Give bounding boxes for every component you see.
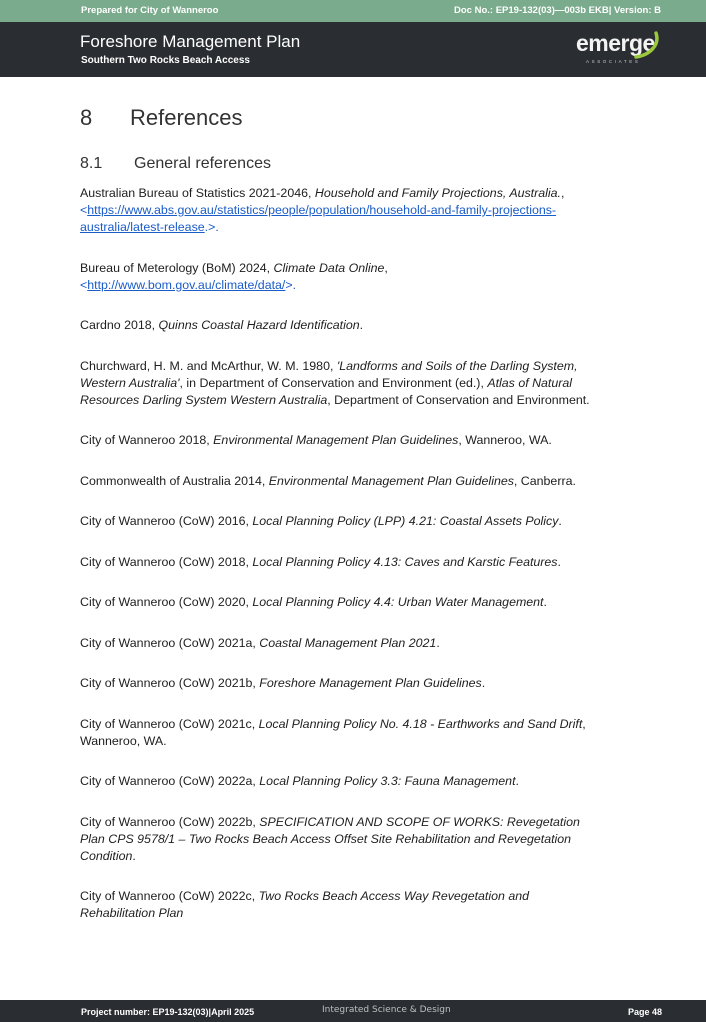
reference-link-bracket: >.	[285, 277, 297, 292]
reference-author-year: Commonwealth of Australia 2014,	[80, 473, 269, 488]
page-number: Page 48	[627, 1007, 662, 1017]
reference-text-end: .	[515, 774, 519, 788]
reference-title: Local Planning Policy 4.4: Urban Water Management	[252, 595, 544, 609]
reference-author-year: City of Wanneroo (CoW) 2022c,	[80, 889, 259, 903]
reference-item	[80, 513, 600, 530]
reference-item	[80, 358, 600, 409]
reference-list	[80, 185, 600, 922]
reference-author-year: City of Wanneroo (CoW) 2021a,	[80, 635, 260, 650]
reference-text-end: .	[543, 595, 547, 609]
reference-title: Foreshore Management Plan Guidelines	[259, 676, 482, 690]
reference-author-year: City of Wanneroo (CoW) 2022b,	[80, 814, 260, 829]
prepared-for-label: Prepared for City of Wanneroo	[81, 5, 219, 16]
reference-item	[80, 675, 600, 692]
reference-link-bracket: <	[80, 277, 88, 292]
reference-author-year: City of Wanneroo (CoW) 2022a,	[80, 774, 260, 788]
reference-author-year: Bureau of Meterology (BoM) 2024,	[80, 260, 274, 275]
reference-text-end: .	[557, 554, 561, 569]
reference-title: Local Planning Policy No. 4.18 - Earthworks and Sand Drift	[258, 716, 583, 731]
reference-item	[80, 814, 600, 865]
page-content	[80, 105, 600, 922]
reference-item	[80, 260, 600, 294]
reference-title: Household and Family Projections, Australia.	[314, 186, 561, 200]
reference-title: Local Planning Policy 4.13: Caves and Karstic Features	[252, 554, 558, 569]
reference-text-end: , Canberra.	[513, 473, 576, 488]
reference-author-year: Churchward, H. M. and McArthur, W. M. 1980,	[80, 358, 337, 373]
reference-item	[80, 773, 600, 790]
section-number: 8	[80, 105, 93, 130]
reference-item	[80, 554, 600, 571]
reference-text: , in Department of Conservation and Environment (ed.),	[179, 375, 488, 390]
document-title: Foreshore Management Plan	[80, 32, 301, 51]
subsection-title: General references	[134, 155, 271, 172]
reference-title: Quinns Coastal Hazard Identification	[158, 318, 360, 332]
reference-title: Coastal Management Plan 2021	[259, 635, 437, 650]
subsection-number: 8.1	[80, 155, 103, 172]
reference-item	[80, 888, 600, 922]
section-title: References	[130, 105, 243, 130]
reference-title: 'Landforms and Soils of the Darling System, Western Australia'	[80, 358, 578, 390]
reference-title: Local Planning Policy (LPP) 4.21: Coastal Assets Policy	[252, 514, 559, 528]
reference-text-end: , Wanneroo, WA.	[458, 433, 552, 447]
document-header	[0, 22, 706, 77]
reference-text-end: .	[558, 514, 562, 528]
subsection-heading	[80, 155, 600, 173]
logo-subtext: ASSOCIATES	[586, 59, 641, 64]
reference-author-year: City of Wanneroo (CoW) 2021b,	[80, 676, 260, 690]
footer-tagline: Integrated Science & Design	[322, 1005, 451, 1015]
reference-item	[80, 473, 600, 490]
reference-title: Local Planning Policy 3.3: Fauna Management	[259, 774, 516, 788]
reference-author-year: City of Wanneroo (CoW) 2020,	[80, 595, 253, 609]
reference-text-end: .	[359, 318, 364, 332]
reference-title: Climate Data Online	[273, 260, 385, 275]
reference-item	[80, 185, 600, 236]
reference-author-year: City of Wanneroo (CoW) 2021c,	[80, 716, 259, 731]
reference-title: Two Rocks Beach Access Way Revegetation and Rehabilitation Plan	[80, 889, 530, 920]
reference-link-bracket: .>.	[204, 220, 219, 234]
reference-title: Environmental Management Plan Guidelines	[213, 433, 459, 447]
reference-item	[80, 317, 600, 334]
reference-text-end: ,	[560, 186, 565, 200]
document-number-label: Doc No.: EP19-132(03)—003b EKB| Version: B	[454, 5, 661, 16]
page-footer	[0, 1000, 706, 1022]
logo-swoosh-icon	[632, 31, 664, 61]
emerge-logo	[576, 30, 668, 66]
reference-link[interactable]: http://www.bom.gov.au/climate/data/	[87, 277, 286, 292]
reference-item	[80, 716, 600, 750]
reference-title: Environmental Management Plan Guidelines	[268, 473, 514, 488]
reference-text-end: .	[132, 848, 136, 863]
section-heading	[80, 105, 600, 131]
reference-author-year: Cardno 2018,	[80, 318, 159, 332]
reference-title-secondary: Atlas of Natural Resources Darling System Western Australia	[80, 375, 573, 407]
reference-item	[80, 432, 600, 449]
reference-title: SPECIFICATION AND SCOPE OF WORKS: Revegetation Plan CPS 9578/1 – Two Rocks Beach Access Offset Site Rehabilitation and Revegetation Condition	[80, 814, 580, 863]
reference-author-year: City of Wanneroo (CoW) 2016,	[80, 514, 253, 528]
reference-author-year: City of Wanneroo 2018,	[80, 433, 214, 447]
reference-text-end: ,	[384, 260, 388, 275]
project-number-label: Project number: EP19-132(03)|April 2025	[81, 1007, 255, 1017]
reference-item	[80, 635, 600, 652]
reference-link-bracket: <	[80, 203, 88, 217]
reference-link[interactable]: https://www.abs.gov.au/statistics/people/population/household-and-family-projections-australia/latest-release	[80, 203, 557, 234]
reference-text-end: .	[481, 676, 486, 690]
reference-text-end: , Wanneroo, WA.	[80, 716, 586, 748]
reference-author-year: Australian Bureau of Statistics 2021-2046,	[80, 186, 315, 200]
top-bar	[0, 0, 706, 22]
reference-text-end: .	[436, 635, 440, 650]
reference-author-year: City of Wanneroo (CoW) 2018,	[80, 554, 253, 569]
reference-text-end: , Department of Conservation and Environment.	[327, 392, 590, 407]
document-subtitle: Southern Two Rocks Beach Access	[81, 55, 250, 66]
logo-wordmark: emerge	[576, 30, 655, 56]
reference-item	[80, 594, 600, 611]
